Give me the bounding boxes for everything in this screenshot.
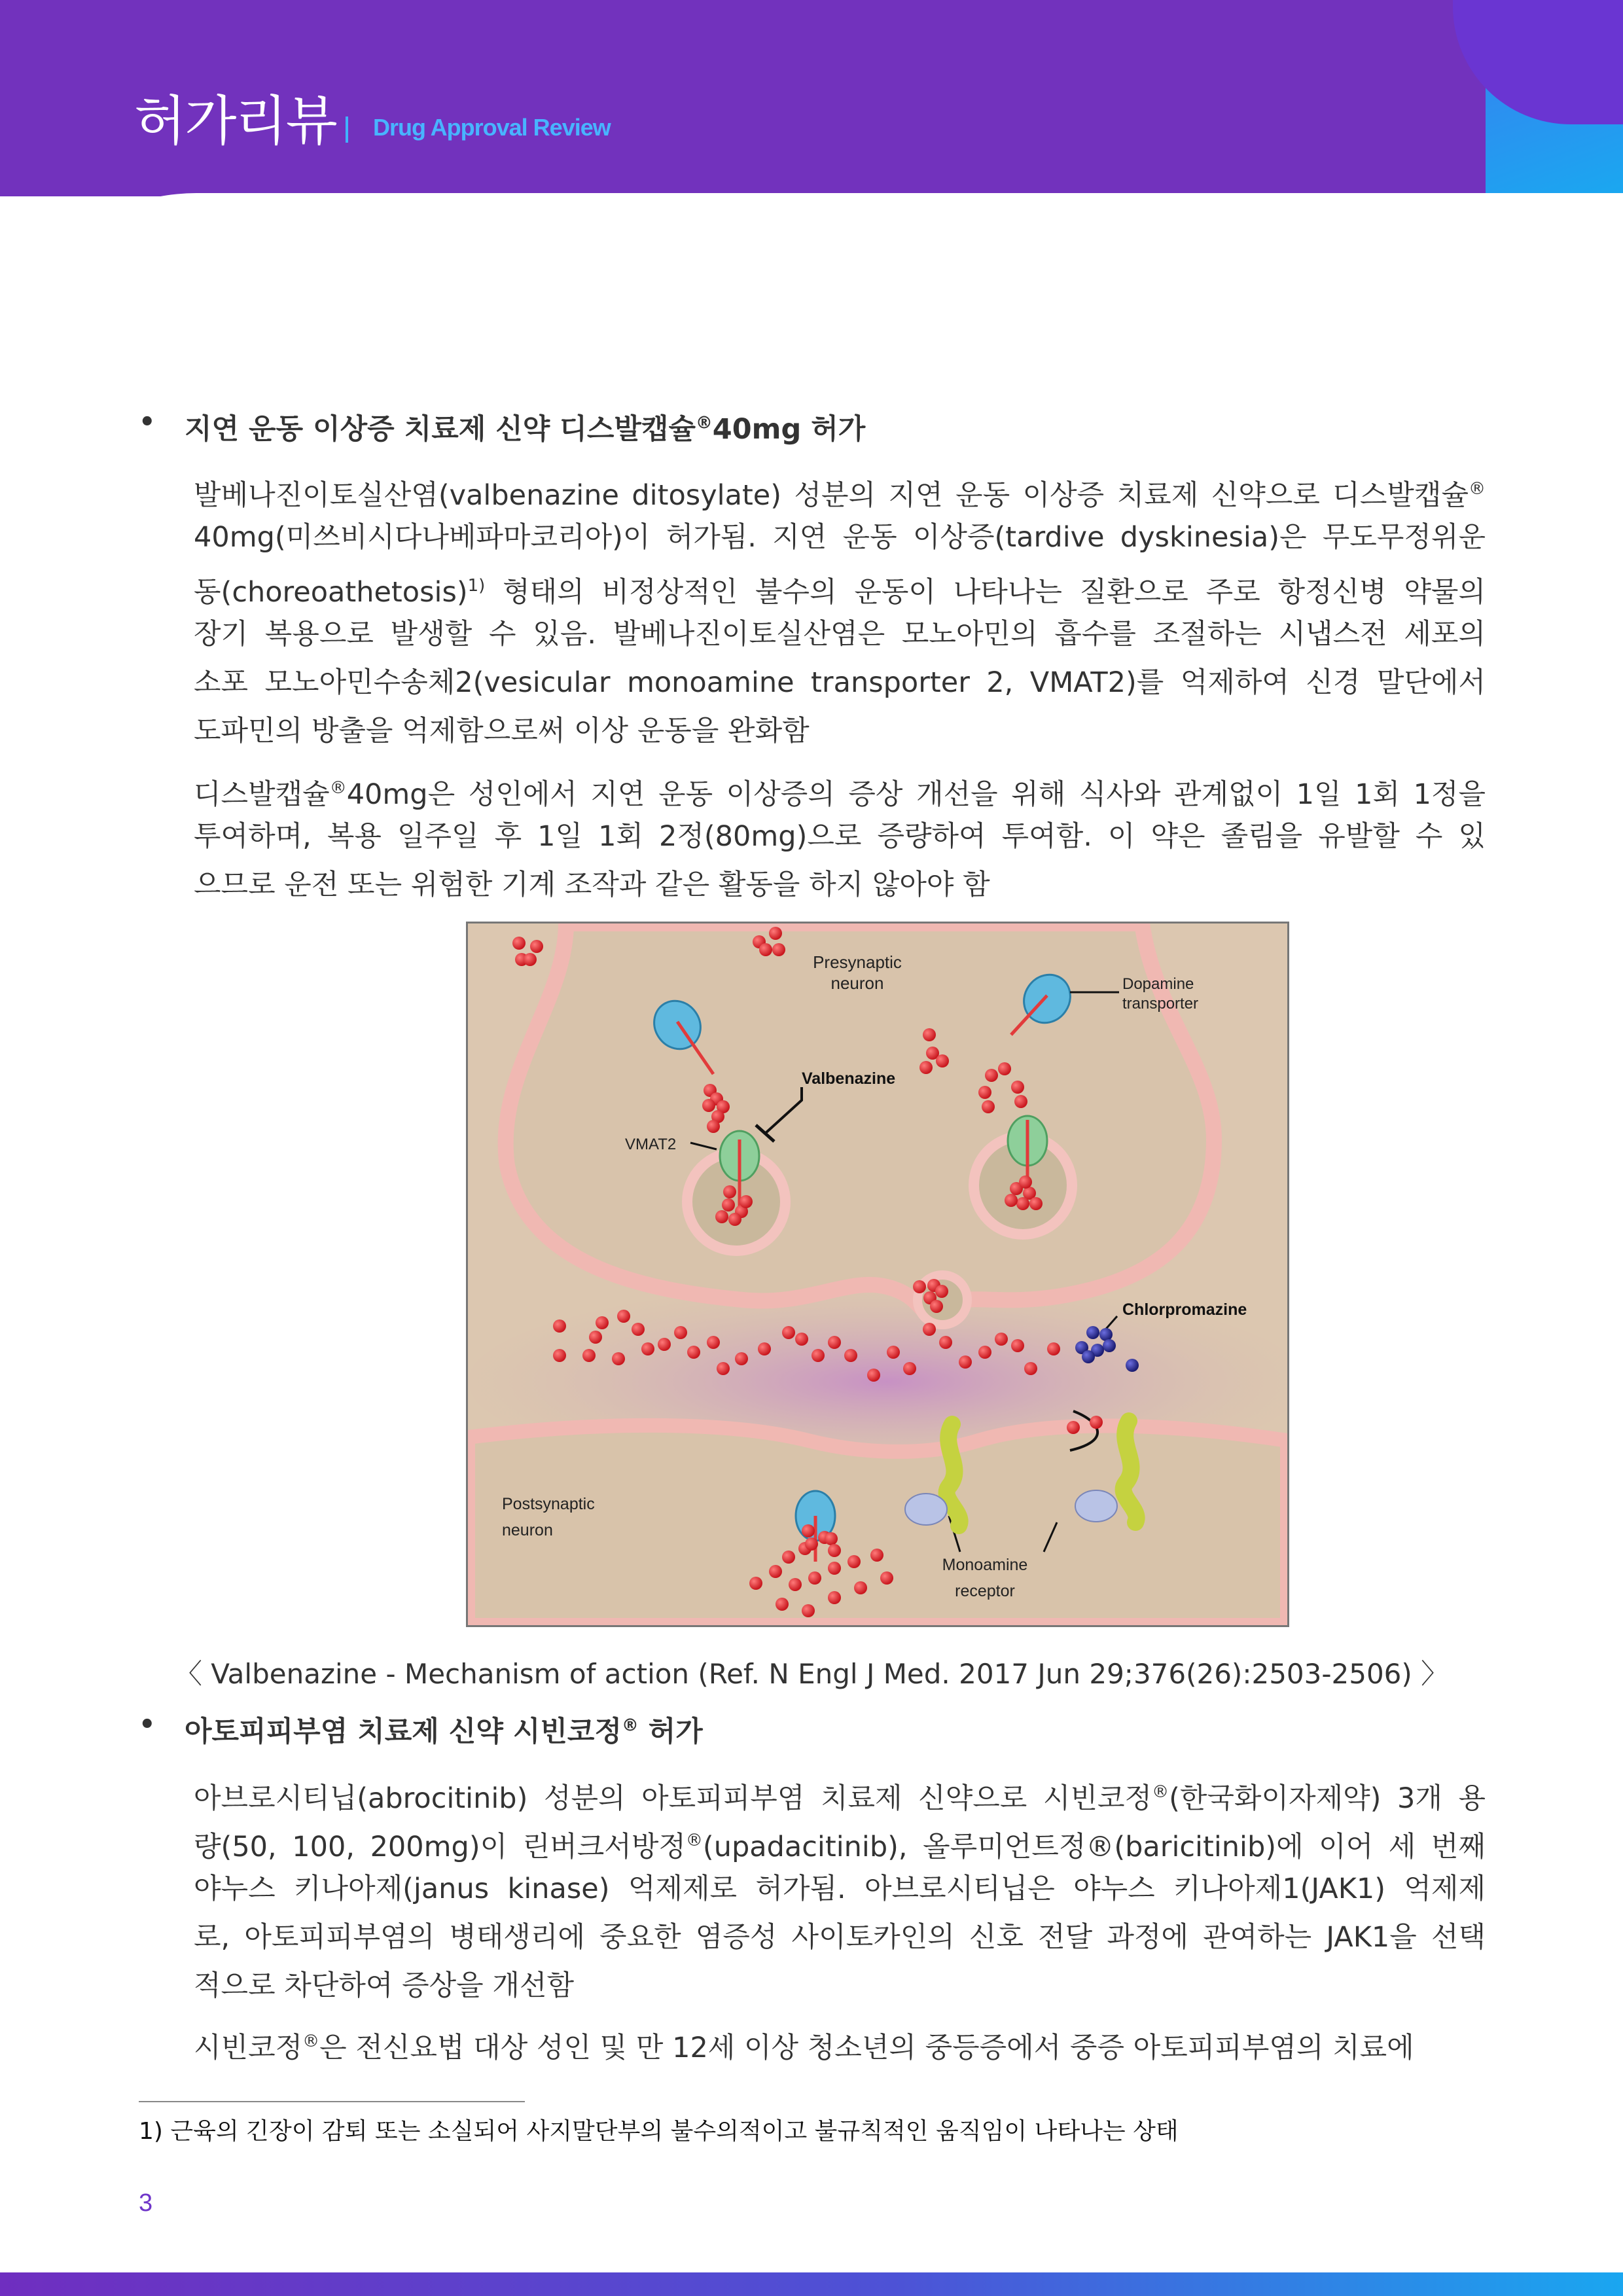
dopamine-molecule bbox=[808, 1571, 821, 1585]
dopamine-molecule bbox=[789, 1578, 802, 1591]
chlorpromazine-molecule bbox=[1103, 1339, 1116, 1352]
label-dopamine-transporter: transporter bbox=[1122, 995, 1199, 1013]
label-monoamine-receptor: Monoamine bbox=[942, 1556, 1028, 1574]
dopamine-molecule bbox=[812, 1349, 825, 1362]
dopamine-molecule bbox=[782, 1551, 795, 1564]
dopamine-molecule bbox=[687, 1346, 700, 1359]
dopamine-molecule bbox=[530, 940, 543, 953]
dopamine-molecule bbox=[828, 1562, 841, 1575]
postsynaptic-membrane bbox=[468, 1426, 1287, 1625]
dopamine-molecule bbox=[903, 1362, 916, 1375]
dopamine-molecule bbox=[641, 1342, 654, 1355]
dopamine-molecule bbox=[702, 1099, 715, 1112]
dopamine-molecule bbox=[1067, 1421, 1080, 1434]
dopamine-molecule bbox=[524, 953, 537, 966]
dopamine-molecule bbox=[769, 1565, 782, 1578]
dopamine-molecule bbox=[740, 1195, 753, 1208]
dopamine-molecule bbox=[919, 1061, 933, 1074]
section-title: 허가리뷰 bbox=[134, 90, 336, 152]
label-postsynaptic: Postsynaptic bbox=[502, 1495, 595, 1513]
text-line: 소포 모노아민수송체2(vesicular monoamine transporter 2, VMAT2)를 억제하여 신경 말단에서 bbox=[194, 666, 1486, 699]
section-subtitle: Drug Approval Review bbox=[373, 114, 611, 141]
dopamine-molecule bbox=[936, 1054, 949, 1067]
dopamine-molecule bbox=[923, 1323, 936, 1336]
dopamine-molecule bbox=[998, 1062, 1011, 1075]
dopamine-molecule bbox=[795, 1333, 808, 1346]
dopamine-molecule bbox=[717, 1362, 730, 1375]
dopamine-molecule bbox=[1005, 1194, 1018, 1207]
dopamine-molecule bbox=[870, 1549, 883, 1562]
synapse-illustration bbox=[468, 924, 1287, 1625]
dopamine-molecule bbox=[772, 943, 785, 956]
label-dopamine-transporter: Dopamine bbox=[1122, 975, 1194, 993]
dopamine-molecule bbox=[749, 1577, 762, 1590]
dopamine-molecule bbox=[553, 1349, 566, 1362]
dopamine-molecule bbox=[978, 1346, 991, 1359]
dopamine-molecule bbox=[728, 1213, 741, 1226]
dopamine-molecule bbox=[887, 1346, 900, 1359]
label-valbenazine: Valbenazine bbox=[802, 1069, 896, 1088]
dopamine-molecule bbox=[939, 1336, 952, 1349]
dopamine-molecule bbox=[512, 937, 526, 950]
text-line: 디스발캡슐®40mg은 성인에서 지연 운동 이상증의 증상 개선을 위해 식사와 관계없이 1일 1회 1정을 bbox=[194, 778, 1486, 811]
dopamine-molecule bbox=[844, 1349, 857, 1362]
text-line: 아브로시티닙(abrocitinib) 성분의 아토피피부염 치료제 신약으로 시빈코정®(한국화이자제약) 3개 용 bbox=[194, 1782, 1486, 1815]
dopamine-molecule bbox=[935, 1285, 948, 1298]
dopamine-molecule bbox=[589, 1331, 602, 1344]
receptor-subunit bbox=[1075, 1490, 1117, 1522]
footer-bar bbox=[0, 2272, 1623, 2296]
dopamine-molecule bbox=[913, 1280, 926, 1293]
text-line: 량(50, 100, 200mg)이 린버크서방정®(upadacitinib), 올루미언트정®(baricitinib)에 이어 세 번째 bbox=[194, 1831, 1486, 1863]
dopamine-molecule bbox=[707, 1336, 720, 1349]
text-line: 40mg(미쓰비시다나베파마코리아)이 허가됨. 지연 운동 이상증(tardive dyskinesia)은 무도무정위운 bbox=[194, 521, 1486, 554]
dopamine-molecule bbox=[722, 1198, 735, 1211]
dopamine-molecule bbox=[715, 1210, 728, 1223]
dopamine-molecule bbox=[805, 1537, 818, 1551]
dopamine-molecule bbox=[658, 1338, 671, 1351]
footnote: 1) 근육의 긴장이 감퇴 또는 소실되어 사지말단부의 불수의적이고 불규칙적인 움직임이 나타나는 상태 bbox=[139, 2118, 1179, 2145]
text-line: 적으로 차단하여 증상을 개선함 bbox=[194, 1969, 574, 2002]
label-chlorpromazine: Chlorpromazine bbox=[1122, 1300, 1247, 1319]
label-presynaptic: Presynaptic bbox=[813, 952, 902, 972]
dopamine-molecule bbox=[880, 1571, 893, 1585]
dopamine-molecule bbox=[769, 927, 782, 940]
dopamine-molecule bbox=[612, 1352, 625, 1365]
text-line: 도파민의 방출을 억제함으로써 이상 운동을 완화함 bbox=[194, 715, 810, 747]
dopamine-molecule bbox=[723, 1185, 736, 1198]
dopamine-molecule bbox=[1011, 1339, 1024, 1352]
bullet: • bbox=[139, 1710, 156, 1740]
dopamine-molecule bbox=[978, 1086, 991, 1099]
dopamine-molecule bbox=[802, 1524, 815, 1537]
text-line: 로, 아토피피부염의 병태생리에 중요한 염증성 사이토카인의 신호 전달 과정에 관여하는 JAK1을 선택 bbox=[194, 1921, 1486, 1954]
dopamine-molecule bbox=[828, 1591, 841, 1604]
dopamine-molecule bbox=[825, 1532, 838, 1545]
chlorpromazine-molecule bbox=[1086, 1326, 1099, 1339]
dopamine-molecule bbox=[985, 1069, 998, 1082]
dopamine-molecule bbox=[1090, 1416, 1103, 1429]
dopamine-molecule bbox=[617, 1310, 630, 1323]
text-line: 동(choreoathetosis)$^{1)}$ 형태의 비정상적인 불수의 운동이 나타나는 질환으로 주로 항정신병 약물의 bbox=[194, 576, 1486, 609]
page-number: 3 bbox=[139, 2189, 153, 2217]
dopamine-molecule bbox=[828, 1544, 841, 1557]
dopamine-molecule bbox=[828, 1336, 841, 1349]
dopamine-molecule bbox=[632, 1323, 645, 1336]
dopamine-molecule bbox=[847, 1555, 861, 1568]
paragraph bbox=[194, 465, 1486, 755]
dopamine-molecule bbox=[553, 1319, 566, 1333]
chlorpromazine-molecule bbox=[1099, 1328, 1113, 1341]
paragraph bbox=[194, 1768, 1486, 2010]
text-line: 으므로 운전 또는 위험한 기계 조작과 같은 활동을 하지 않아야 함 bbox=[194, 869, 990, 901]
paragraph bbox=[194, 2017, 1486, 2066]
receptor-subunit bbox=[905, 1494, 947, 1525]
dopamine-molecule bbox=[995, 1333, 1008, 1346]
dopamine-molecule bbox=[582, 1349, 596, 1362]
text-line: 투여하며, 복용 일주일 후 1일 1회 2정(80mg)으로 증량하여 투여함. 이 약은 졸림을 유발할 수 있 bbox=[194, 820, 1486, 853]
section-heading: 아토피피부염 치료제 신약 시빈코정® 허가 bbox=[185, 1715, 703, 1748]
dopamine-molecule bbox=[959, 1355, 972, 1369]
header-separator bbox=[346, 117, 348, 143]
dopamine-molecule bbox=[1016, 1197, 1029, 1210]
label-presynaptic: neuron bbox=[830, 973, 884, 993]
dopamine-molecule bbox=[854, 1581, 867, 1594]
footnote-divider bbox=[139, 2101, 525, 2102]
dopamine-molecule bbox=[735, 1352, 748, 1365]
dopamine-molecule bbox=[1011, 1081, 1024, 1094]
dopamine-molecule bbox=[758, 1342, 771, 1355]
label-postsynaptic: neuron bbox=[502, 1521, 553, 1539]
label-vmat2: VMAT2 bbox=[625, 1136, 677, 1153]
bullet: • bbox=[139, 407, 156, 437]
dopamine-molecule bbox=[707, 1120, 720, 1133]
chlorpromazine-molecule bbox=[1082, 1350, 1095, 1363]
dopamine-molecule bbox=[1047, 1342, 1060, 1355]
paragraph bbox=[194, 764, 1486, 909]
label-monoamine-receptor: receptor bbox=[955, 1582, 1015, 1600]
dopamine-molecule bbox=[1014, 1095, 1027, 1108]
dopamine-molecule bbox=[802, 1604, 815, 1617]
figure-caption: 〈 Valbenazine - Mechanism of action (Ref. N Engl J Med. 2017 Jun 29;376(26):2503-2506) 〉 bbox=[174, 1658, 1449, 1690]
dopamine-molecule bbox=[930, 1300, 943, 1313]
dopamine-molecule bbox=[1024, 1362, 1037, 1375]
mechanism-figure bbox=[466, 922, 1289, 1627]
dopamine-molecule bbox=[776, 1598, 789, 1611]
text-line: 시빈코정®은 전신요법 대상 성인 및 만 12세 이상 청소년의 중등증에서 중증 아토피피부염의 치료에 bbox=[194, 2032, 1414, 2064]
dopamine-molecule bbox=[674, 1326, 687, 1339]
section-heading: 지연 운동 이상증 치료제 신약 디스발캡슐®40mg 허가 bbox=[185, 413, 866, 446]
text-line: 장기 복용으로 발생할 수 있음. 발베나진이토실산염은 모노아민의 흡수를 조절하는 시냅스전 세포의 bbox=[194, 618, 1486, 651]
dopamine-molecule bbox=[982, 1100, 995, 1113]
text-line: 야누스 키나아제(janus kinase) 억제제로 허가됨. 아브로시티닙은 야누스 키나아제1(JAK1) 억제제 bbox=[194, 1873, 1486, 1905]
dopamine-molecule bbox=[923, 1028, 936, 1041]
dopamine-molecule bbox=[782, 1326, 795, 1339]
dopamine-molecule bbox=[759, 943, 772, 956]
dopamine-molecule bbox=[1019, 1175, 1032, 1189]
text-line: 발베나진이토실산염(valbenazine ditosylate) 성분의 지연 운동 이상증 치료제 신약으로 디스발캡슐® bbox=[194, 479, 1486, 512]
chlorpromazine-molecule bbox=[1126, 1359, 1139, 1372]
dopamine-molecule bbox=[596, 1316, 609, 1329]
dopamine-molecule bbox=[1029, 1197, 1043, 1210]
dopamine-molecule bbox=[867, 1369, 880, 1382]
